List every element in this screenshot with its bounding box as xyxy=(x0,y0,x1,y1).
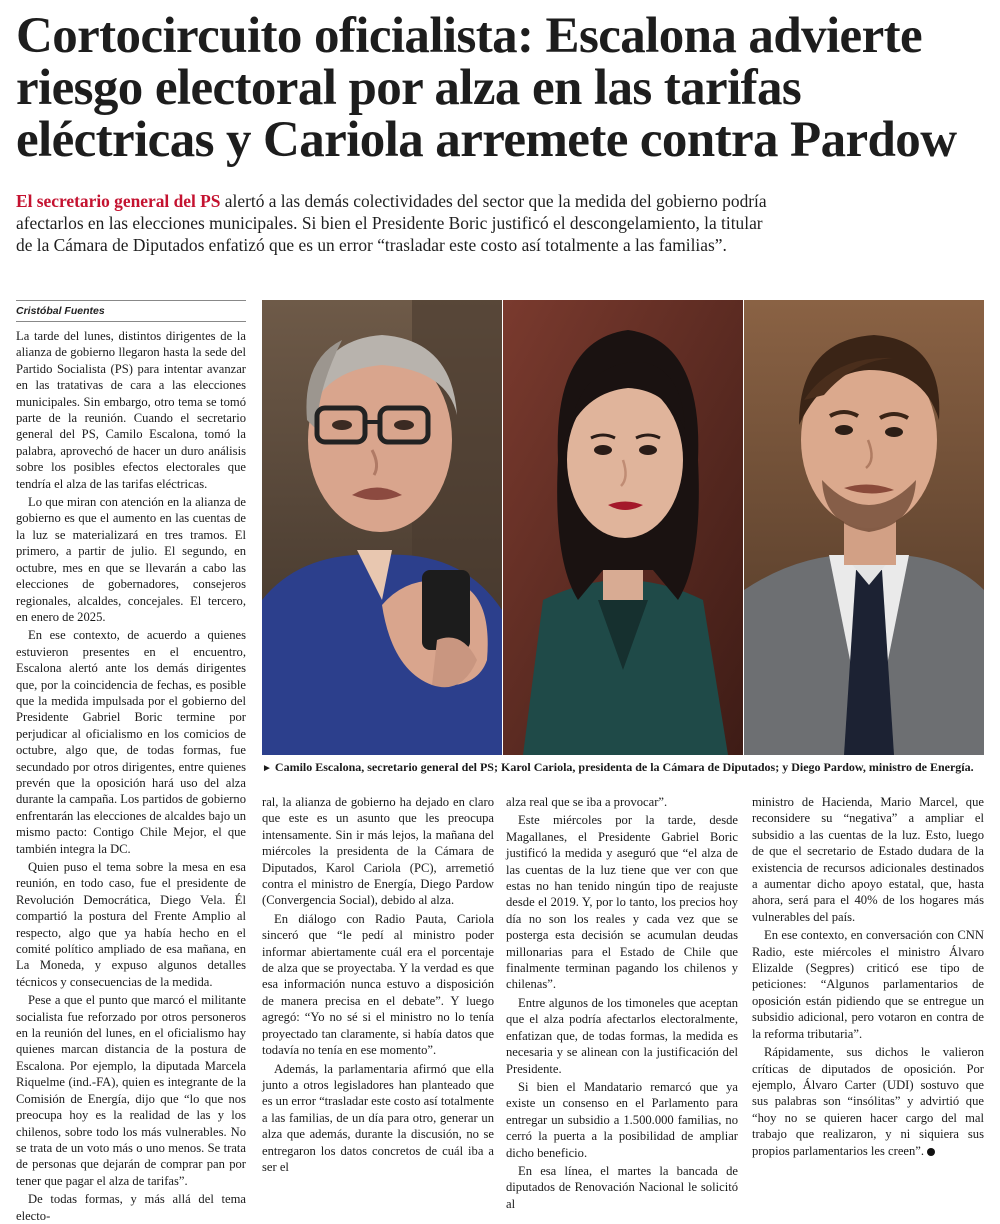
paragraph: Quien puso el tema sobre la mesa en esa reunión, en todo caso, fue el presidente de Revolución Democrática, Diego Vela. Él compartió la postura del Frente Amplio al respecto, algo que ya había hecho en el comité político ampliado de esa mañana, en La Moneda, y expuso algunos detalles técnicos y consecuencias de la medida. xyxy=(16,860,246,989)
headline-line-2: riesgo electoral por alza en las tarifas xyxy=(16,60,802,116)
lead-line-3: de la Cámara de Diputados enfatizó que es un error “trasladar este costo así totalmente a las familias”. xyxy=(16,235,727,255)
caption-arrow-icon: ► xyxy=(262,763,272,774)
body-column-4 xyxy=(752,794,984,1158)
lead-accent: El secretario general del PS xyxy=(16,191,221,211)
paragraph: En diálogo con Radio Pauta, Cariola sinceró que “le pedí al ministro poder informar abiertamente cuál era el porcentaje de alza que se proyectaba. Y la verdad es que esa información nunca estuvo a disposición de manera precisa en el debate”. Y luego agregó: “Yo no sé si el ministro no lo tenía proyectado tan claramente, si había datos que todavía no tenía en ese momento”. xyxy=(262,911,494,1058)
paragraph: alza real que se iba a provocar”. xyxy=(506,795,668,809)
caption-text: Camilo Escalona, secretario general del PS; Karol Cariola, presidenta de la Cámara de Diputados; y Diego Pardow, ministro de Energía. xyxy=(274,760,974,774)
body-column-1 xyxy=(16,328,246,1223)
byline: Cristóbal Fuentes xyxy=(16,305,105,317)
portrait-pardow-illustration xyxy=(744,300,984,755)
photo-camilo-escalona xyxy=(262,300,502,755)
paragraph: Lo que miran con atención en la alianza de gobierno es que el aumento en las cuentas de la luz se materializará en tres tramos. El primero, a partir de julio. El segundo, en octubre, mes en que se llevarán a cabo las elecciones de gobernadores, consejeros regionales, alcaldes, concejales. El tercero, en enero de 2025. xyxy=(16,495,246,624)
paragraph: Si bien el Mandatario remarcó que ya existe un consenso en el Parlamento para entregar un subsidio a 1.500.000 familias, no cerró la puerta a la posibilidad de ampliar dicho beneficio. xyxy=(506,1079,738,1160)
headline-line-1: Cortocircuito oficialista: Escalona advierte xyxy=(16,8,923,64)
paragraph-final xyxy=(752,1044,984,1159)
paragraph: ministro de Hacienda, Mario Marcel, que reconsidere su “negativa” a ampliar el subsidio a las cuentas de la luz. Esto, luego de que el secretario de Estado dudara de la existencia de recursos adicionales destinados a aumentar dicho apoyo estatal, que, hasta ahora, será para el 40% de los hogares más vulnerables del país. xyxy=(752,795,984,924)
body-column-2 xyxy=(262,794,494,1174)
portrait-cariola-illustration xyxy=(503,300,743,755)
photo-caption xyxy=(262,760,986,775)
lead-line-2: afectarlos en las elecciones municipales. Si bien el Presidente Boric justificó el descongelamiento, la titular xyxy=(16,213,763,233)
headline xyxy=(16,10,986,166)
body-column-3 xyxy=(506,794,738,1211)
paragraph: ral, la alianza de gobierno ha dejado en claro que este es un asunto que les preocupa intensamente. Sin ir más lejos, la mañana del miércoles la presidenta de la Cámara de Diputados, Karol Cariola (PC), arremetió contra el ministro de Energía, Diego Pardow (Convergencia Social), debido al alza. xyxy=(262,795,494,908)
paragraph: La tarde del lunes, distintos dirigentes de la alianza de gobierno llegaron hasta la sede del Partido Socialista (PS) para intentar avanzar en las tratativas de cara a las elecciones municipales. Sin embargo, otro tema se tomó parte de la reunión. Cuando el secretario general del PS, Camilo Escalona, tomó la palabra, aprovechó de hacer un duro análisis sobre los posibles efectos electorales que tendría el alza de las tarifas eléctricas. xyxy=(16,329,246,491)
byline-bottom-rule xyxy=(16,321,246,322)
lead-line-1 xyxy=(16,190,846,212)
paragraph: Este miércoles por la tarde, desde Magallanes, el Presidente Gabriel Boric justificó la medida y aseguró que “el alza de las cuentas de la luz tiene que ver con que estas no han tenido ningún tipo de reajuste desde el 2019. Y, por lo tanto, los precios hoy día no son los reales y cada vez que se posterga esta decisión se acumulan deudas millonarias para el Estado de Chile que finalmente terminan pagando los chilenos y chilenas”. xyxy=(506,813,738,992)
paragraph: Además, la parlamentaria afirmó que ella junto a otros legisladores han planteado que es un error “trasladar este costo así totalmente a las familias, de un día para otro, generar un alza que además, durante la discusión, no se entregaron los datos concretos de cuál iba a ser el xyxy=(262,1061,494,1174)
headline-line-3: eléctricas y Cariola arremete contra Pardow xyxy=(16,112,957,168)
paragraph: Pese a que el punto que marcó el militante socialista fue reforzado por otros personeros en la reunión del lunes, en el oficialismo hay quienes marcan distancia de la postura de Escalona. Por ejemplo, la diputada Marcela Riquelme (ind.-FA), quien es integrante de la Comisión de Energía, dijo que “lo que nos preocupa hoy es la realidad de las y los chilenos, sobre todo los más vulnerables. No se trata de un voto más o uno menos. Se trata de personas que dejarán de comprar pan por tener que pagar el alza de tarifas”. xyxy=(16,993,246,1188)
portrait-escalona-illustration xyxy=(262,300,502,755)
lead-paragraph xyxy=(16,190,846,256)
paragraph: En ese contexto, de acuerdo a quienes estuvieron presentes en el encuentro, Escalona alertó ante los demás dirigentes que, por la coincidencia de fechas, es posible que la medida impulsada por el gobierno del Presidente Gabriel Boric termine por perjudicar al oficialismo en los comicios de octubre, algo que, de todas formas, fue secundado por otros dirigentes, entre quienes prevén que la oposición hará uso del alza durante la campaña. Los partidos de gobierno enfrentarán las elecciones de alcaldes bajo un mismo pacto: Contigo Chile Mejor, el que también integra la DC. xyxy=(16,628,246,856)
paragraph: Entre algunos de los timoneles que aceptan que el alza podría afectarlos electoralmente, enfatizan que, de todas formas, la medida es necesaria y se alinean con la justificación del Presidente. xyxy=(506,995,738,1076)
photo-karol-cariola xyxy=(503,300,743,755)
paragraph: De todas formas, y más allá del tema electo- xyxy=(16,1192,246,1223)
byline-top-rule xyxy=(16,300,246,301)
paragraph-final-text: Rápidamente, sus dichos le valieron críticas de diputados de oposición. Por ejemplo, Álvaro Carter (UDI) sostuvo que sus palabras son “insólitas” y advirtió que “hoy no se quieren hacer cargo del mal trabajo que realizaron, y ni siquiera sus propios parlamentarios les creen”. xyxy=(752,1045,984,1158)
lead-line-1-text: alertó a las demás colectividades del sector que la medida del gobierno podría xyxy=(220,191,767,211)
paragraph: En esa línea, el martes la bancada de diputados de Renovación Nacional le solicitó al xyxy=(506,1163,738,1211)
end-mark-icon xyxy=(927,1148,935,1156)
photo-diego-pardow xyxy=(744,300,984,755)
paragraph: En ese contexto, en conversación con CNN Radio, este miércoles el ministro Álvaro Elizalde (Segpres) criticó ese tipo de peticiones: “Algunos parlamentarios de oposición están pidiendo que se entregue un subsidio adicional, pero votaron en contra de la reforma tributaria”. xyxy=(752,928,984,1041)
